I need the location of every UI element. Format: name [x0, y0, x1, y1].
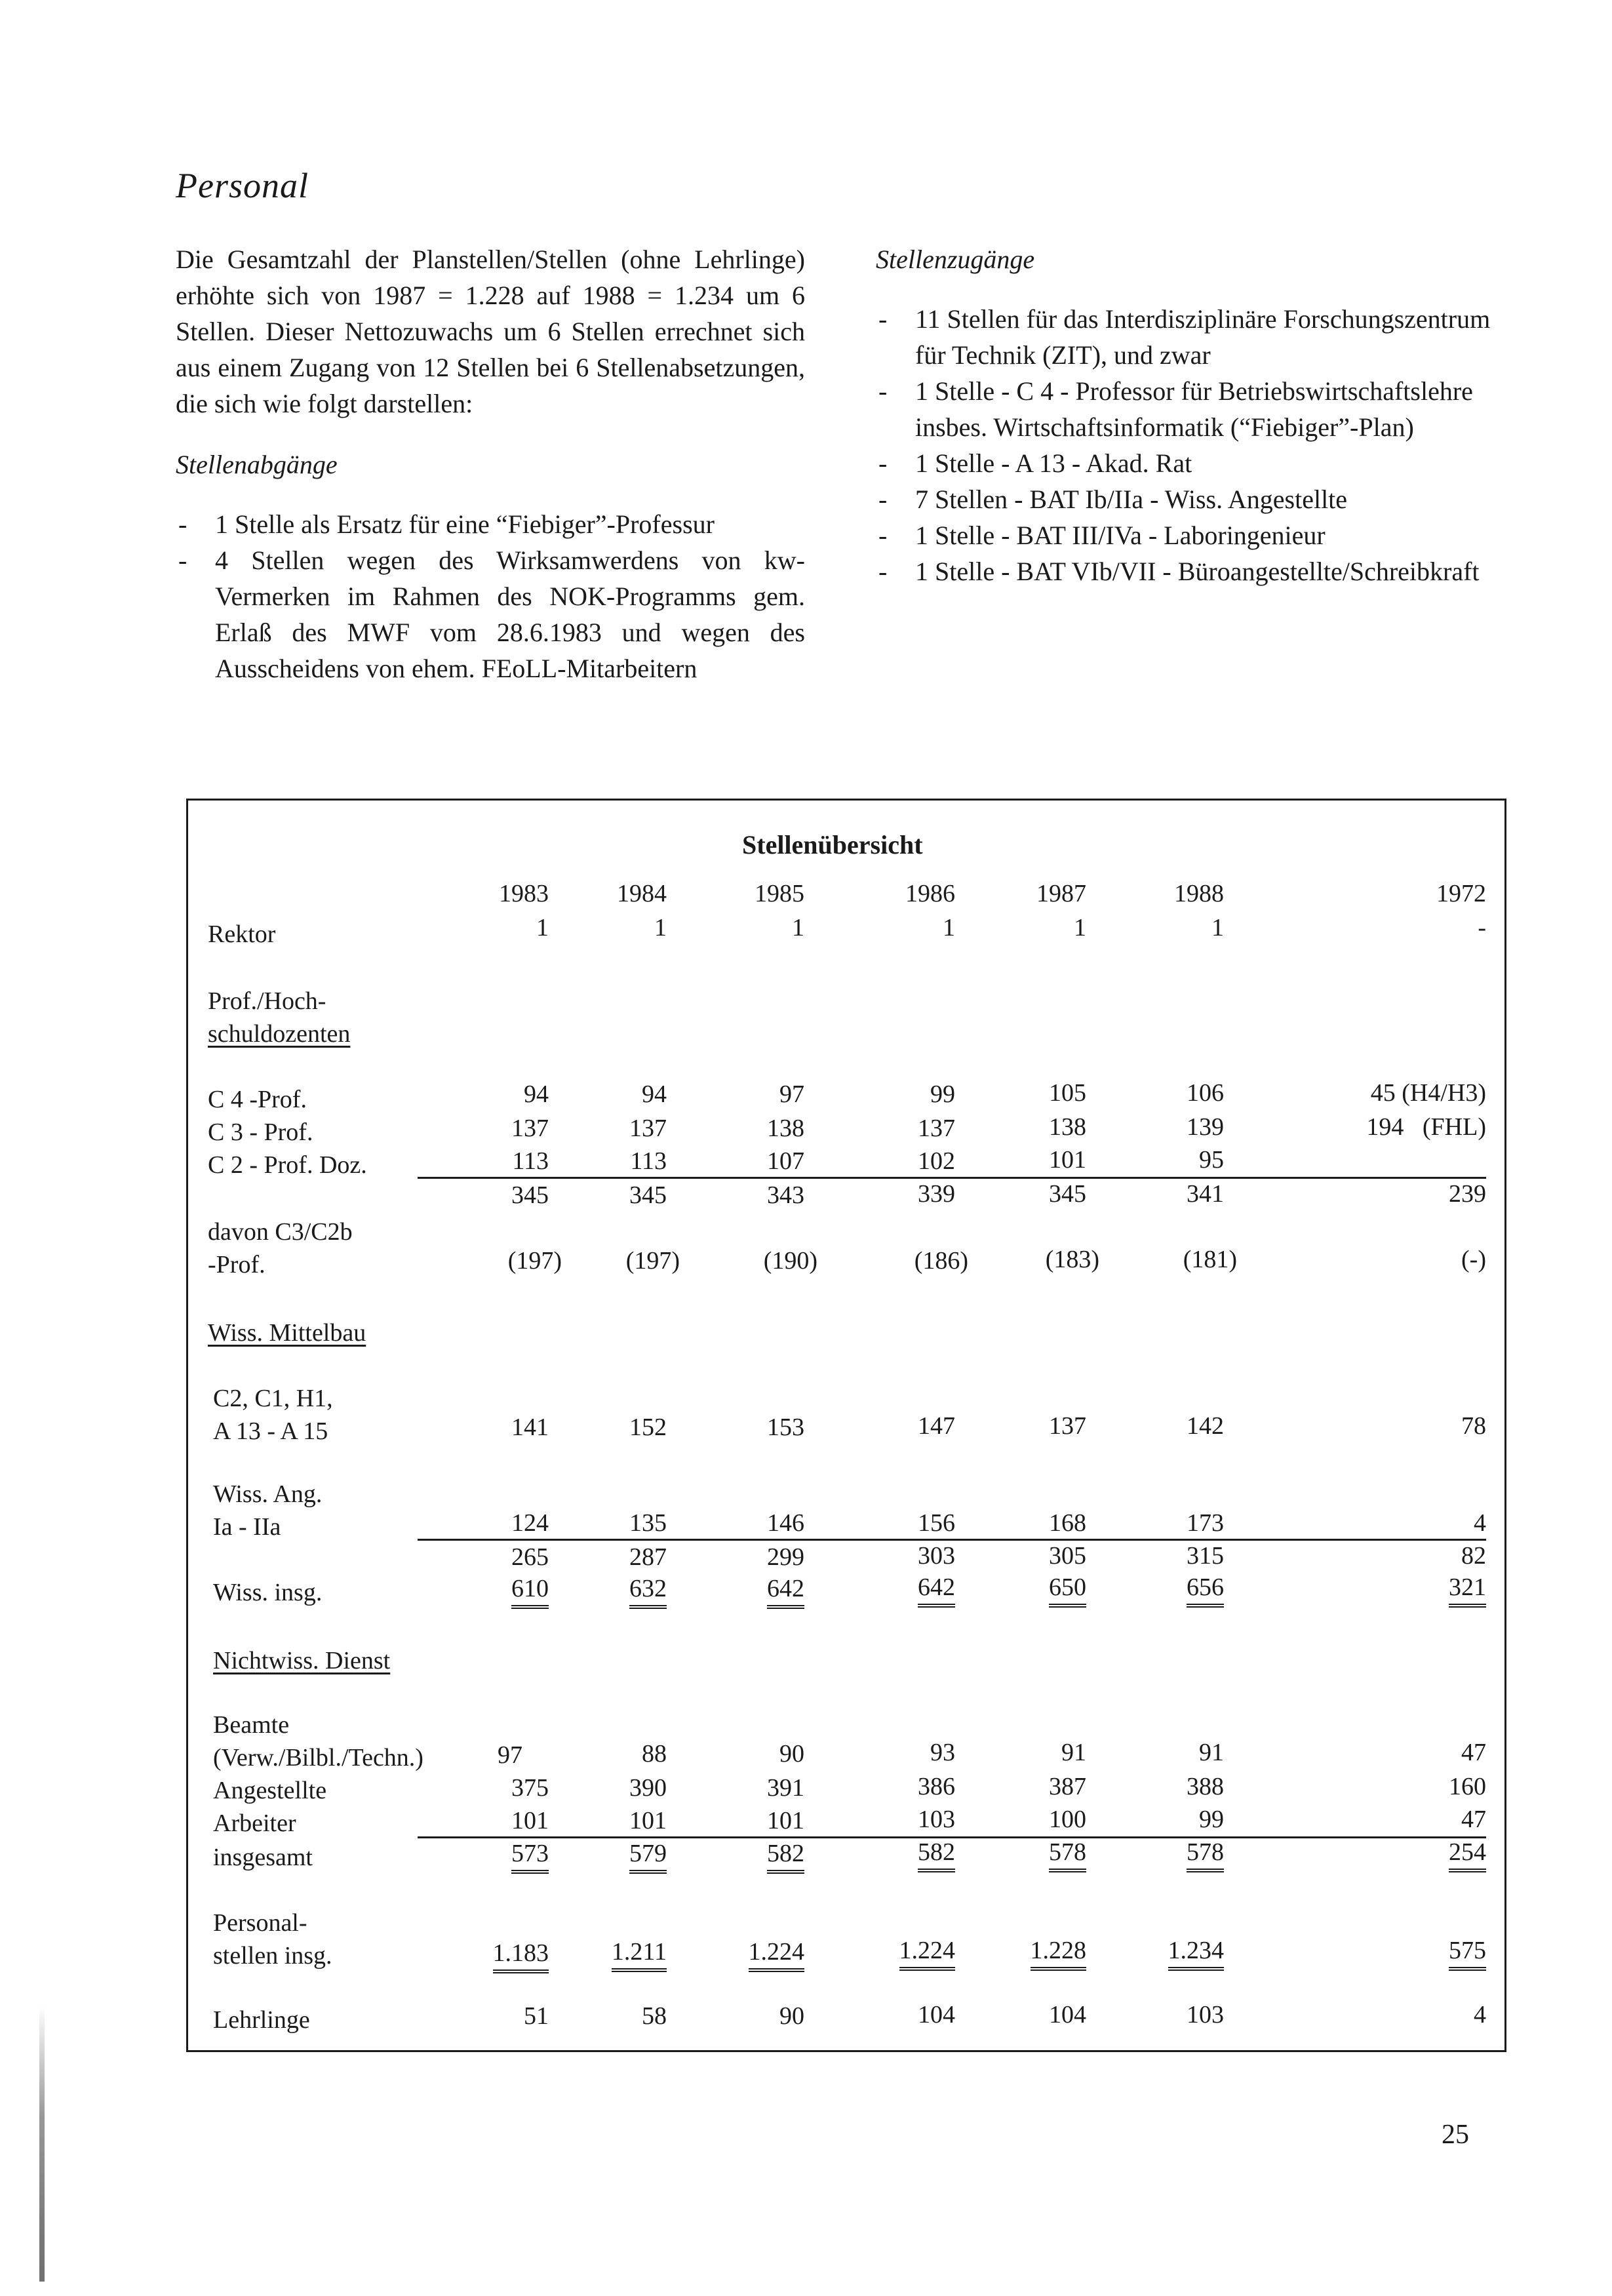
table-title: Stellenübersicht — [742, 830, 923, 860]
table-cell: 582 — [883, 1838, 955, 1867]
table-cell: 345 — [1049, 1180, 1086, 1208]
table-cell: 51 — [524, 2002, 549, 2030]
sum-rule — [418, 1539, 1486, 1541]
year-header: 1988 — [1174, 880, 1224, 907]
table-cell: 91 — [1199, 1739, 1224, 1766]
table-cell: 94 — [642, 1080, 667, 1108]
table-cell: 1 — [943, 914, 955, 941]
table-cell: 91 — [1061, 1739, 1086, 1766]
table-cell: 113 — [630, 1147, 667, 1175]
row-label: davon C3/C2b — [208, 1218, 353, 1246]
table-cell: 388 — [1187, 1773, 1224, 1800]
table-cell: 47 — [1461, 1739, 1486, 1766]
year-header: 1987 — [1036, 880, 1086, 907]
list-item: - 1 Stelle - C 4 - Professor für Betriebswirtschaftslehre insbes. Wirtschaftsinformatik (“Fiebiger”-Plan) — [876, 373, 1505, 445]
list-item: - 1 Stelle als Ersatz für eine “Fiebiger”-Professur — [176, 506, 805, 542]
table-cell: 1.228 — [1001, 1936, 1086, 1965]
table-cell: 341 — [1187, 1180, 1224, 1208]
table-cell: 375 — [511, 1774, 549, 1802]
year-header: 1983 — [499, 880, 549, 907]
table-cell: 656 — [1152, 1573, 1224, 1602]
table-cell: 339 — [918, 1180, 955, 1208]
table-cell: (181) — [1183, 1246, 1237, 1273]
row-label: Ia - IIa — [213, 1513, 281, 1541]
table-cell: 146 — [767, 1509, 804, 1537]
table-cell: 1 — [654, 914, 667, 941]
table-cell: 99 — [1199, 1806, 1224, 1833]
table-cell: 113 — [512, 1147, 549, 1175]
year-header: 1972 — [1436, 880, 1486, 907]
table-cell: 137 — [1049, 1412, 1086, 1440]
table-cell: 103 — [1187, 2001, 1224, 2029]
table-cell: 101 — [767, 1807, 804, 1834]
scan-margin-mark — [39, 2006, 45, 2282]
table-cell: 387 — [1049, 1773, 1086, 1800]
table-cell: 632 — [595, 1574, 667, 1603]
zugaenge-list — [876, 301, 1505, 589]
table-cell: 303 — [918, 1542, 955, 1570]
table-cell: (-) — [1461, 1246, 1486, 1273]
table-cell: 4 — [1474, 1509, 1486, 1537]
table-cell: 1 — [1211, 914, 1224, 941]
section-label: Prof./Hoch- — [208, 987, 326, 1015]
table-cell: 345 — [629, 1181, 667, 1209]
table-cell: 90 — [779, 1740, 804, 1768]
abgaenge-title: Stellenabgänge — [176, 450, 338, 479]
table-cell: 305 — [1049, 1542, 1086, 1570]
table-cell: 1 — [792, 914, 804, 941]
table-cell: 58 — [642, 2002, 667, 2030]
table-cell: 139 — [1187, 1113, 1224, 1141]
table-cell: 315 — [1187, 1542, 1224, 1570]
table-cell: 97 — [498, 1741, 522, 1769]
list-item: - 1 Stelle - A 13 - Akad. Rat — [876, 445, 1505, 481]
table-cell: 239 — [1449, 1180, 1486, 1208]
table-cell: 391 — [767, 1774, 804, 1802]
table-cell: 94 — [524, 1080, 549, 1108]
table-cell: 321 — [1316, 1573, 1486, 1602]
list-item: - 4 Stellen wegen des Wirksamwerdens von kw-Vermerken im Rahmen des NOK-Programms gem. Erlaß des MWF vom 28.6.1983 und wegen des Ausscheidens von ehem. FEoLL-Mitarbeitern — [176, 542, 805, 686]
table-cell: 152 — [629, 1414, 667, 1441]
table-cell: 1.183 — [463, 1939, 549, 1968]
table-cell: 299 — [767, 1543, 804, 1571]
table-cell: 45 (H4/H3) — [1370, 1079, 1486, 1107]
row-label: C 3 - Prof. — [208, 1118, 313, 1146]
table-cell: 254 — [1316, 1838, 1486, 1867]
table-cell: 573 — [477, 1839, 549, 1868]
table-cell: 1.224 — [870, 1936, 955, 1965]
table-cell: 4 — [1474, 2001, 1486, 2029]
row-label: Rektor — [208, 920, 276, 948]
table-cell: 102 — [918, 1147, 955, 1175]
row-label: Personal- — [213, 1909, 307, 1937]
row-label: C 2 - Prof. Doz. — [208, 1151, 367, 1179]
table-cell: 101 — [629, 1807, 667, 1834]
list-item: - 7 Stellen - BAT Ib/IIa - Wiss. Angestellte — [876, 481, 1505, 517]
section-label: Nichtwiss. Dienst — [213, 1647, 391, 1674]
table-cell: 650 — [1014, 1573, 1086, 1602]
table-cell: 141 — [511, 1414, 549, 1441]
year-header: 1986 — [905, 880, 955, 907]
table-cell: 168 — [1049, 1509, 1086, 1537]
table-cell: 390 — [629, 1774, 667, 1802]
abgaenge-list — [176, 506, 805, 686]
table-cell: 160 — [1449, 1773, 1486, 1800]
list-item: - 1 Stelle - BAT III/IVa - Laboringenieur — [876, 517, 1505, 553]
table-cell: 105 — [1049, 1079, 1086, 1107]
row-label: A 13 - A 15 — [213, 1417, 328, 1445]
page-number: 25 — [1442, 2120, 1469, 2150]
page-title: Personal — [176, 166, 309, 205]
table-cell: - — [1478, 914, 1486, 941]
table-cell: 78 — [1461, 1412, 1486, 1440]
stellen-table — [186, 799, 1506, 2052]
year-header: 1984 — [617, 880, 667, 907]
table-cell: 578 — [1152, 1838, 1224, 1867]
table-cell: 104 — [918, 2001, 955, 2029]
table-cell: 1.234 — [1139, 1936, 1224, 1965]
table-cell: 575 — [1316, 1936, 1486, 1965]
table-cell: 142 — [1187, 1412, 1224, 1440]
section-label: Wiss. Mittelbau — [208, 1319, 366, 1347]
table-cell: 97 — [779, 1080, 804, 1108]
table-cell: 100 — [1049, 1806, 1086, 1833]
table-cell: 194 (FHL) — [1366, 1113, 1486, 1141]
table-cell: 287 — [629, 1543, 667, 1571]
table-cell: 138 — [1049, 1113, 1086, 1141]
table-cell: 1.211 — [581, 1937, 667, 1966]
table-cell: 137 — [629, 1115, 667, 1142]
table-cell: (183) — [1045, 1246, 1099, 1273]
row-label: Angestellte — [213, 1777, 327, 1804]
table-cell: 106 — [1187, 1079, 1224, 1107]
row-label: Lehrlinge — [213, 2006, 310, 2034]
table-cell: 345 — [511, 1181, 549, 1209]
table-cell: 578 — [1014, 1838, 1086, 1867]
table-cell: 82 — [1461, 1542, 1486, 1570]
row-label: Wiss. Ang. — [213, 1480, 323, 1508]
table-cell: 1 — [1074, 914, 1086, 941]
row-label: Beamte — [213, 1711, 290, 1739]
table-cell: 103 — [918, 1806, 955, 1833]
table-cell: 104 — [1049, 2001, 1086, 2029]
table-cell: 137 — [511, 1115, 549, 1142]
table-cell: 386 — [918, 1773, 955, 1800]
table-cell: 101 — [1049, 1146, 1086, 1174]
table-cell: 138 — [767, 1115, 804, 1142]
row-label: -Prof. — [208, 1251, 265, 1278]
table-cell: 101 — [511, 1807, 549, 1834]
table-cell: (197) — [507, 1247, 562, 1275]
row-label: Arbeiter — [213, 1810, 296, 1837]
row-label: stellen insg. — [213, 1942, 332, 1969]
row-label: (Verw./Bilbl./Techn.) — [213, 1744, 423, 1771]
left-column — [176, 241, 805, 686]
table-cell: (186) — [914, 1247, 968, 1275]
table-cell: 173 — [1187, 1509, 1224, 1537]
sum-rule — [418, 1177, 1486, 1179]
table-cell: 1.224 — [719, 1937, 804, 1966]
table-cell: 153 — [767, 1414, 804, 1441]
table-cell: 47 — [1461, 1806, 1486, 1833]
list-item: - 11 Stellen für das Interdisziplinäre Forschungszentrum für Technik (ZIT), und zwar — [876, 301, 1505, 373]
table-cell: 99 — [930, 1080, 955, 1108]
list-item: - 1 Stelle - BAT VIb/VII - Büroangestellte/Schreibkraft — [876, 553, 1505, 589]
table-cell: 90 — [779, 2002, 804, 2030]
year-header: 1985 — [755, 880, 804, 907]
table-cell: 95 — [1199, 1146, 1224, 1174]
table-cell: 156 — [918, 1509, 955, 1537]
table-cell: 579 — [595, 1839, 667, 1868]
table-cell: 88 — [642, 1740, 667, 1768]
intro-paragraph: Die Gesamtzahl der Planstellen/Stellen (ohne Lehrlinge) erhöhte sich von 1987 = 1.228 auf 1988 = 1.234 um 6 Stellen. Dieser Nettozuwachs um 6 Stellen errechnet sich aus einem Zugang von 12 Stellen bei 6 Stellenabsetzungen, die sich wie folgt darstellen: — [176, 245, 805, 418]
table-cell: 582 — [732, 1839, 804, 1868]
section-label: schuldozenten — [208, 1020, 351, 1048]
table-cell: 135 — [629, 1509, 667, 1537]
row-label: Wiss. insg. — [213, 1579, 323, 1606]
table-cell: 1 — [536, 914, 549, 941]
table-cell: 93 — [930, 1739, 955, 1766]
table-cell: 642 — [732, 1574, 804, 1603]
table-cell: 642 — [883, 1573, 955, 1602]
right-column — [876, 241, 1505, 589]
zugaenge-title: Stellenzugänge — [876, 245, 1035, 274]
table-cell: (190) — [763, 1247, 817, 1275]
row-label: C2, C1, H1, — [213, 1385, 333, 1412]
table-cell: 124 — [511, 1509, 549, 1537]
table-cell: 107 — [767, 1147, 804, 1175]
table-cell: 610 — [477, 1574, 549, 1603]
row-label: insgesamt — [213, 1844, 313, 1871]
table-cell: (197) — [625, 1247, 680, 1275]
table-cell: 265 — [511, 1543, 549, 1571]
table-cell: 137 — [918, 1115, 955, 1142]
table-cell: 147 — [918, 1412, 955, 1440]
table-cell: 343 — [767, 1181, 804, 1209]
row-label: C 4 -Prof. — [208, 1086, 307, 1113]
